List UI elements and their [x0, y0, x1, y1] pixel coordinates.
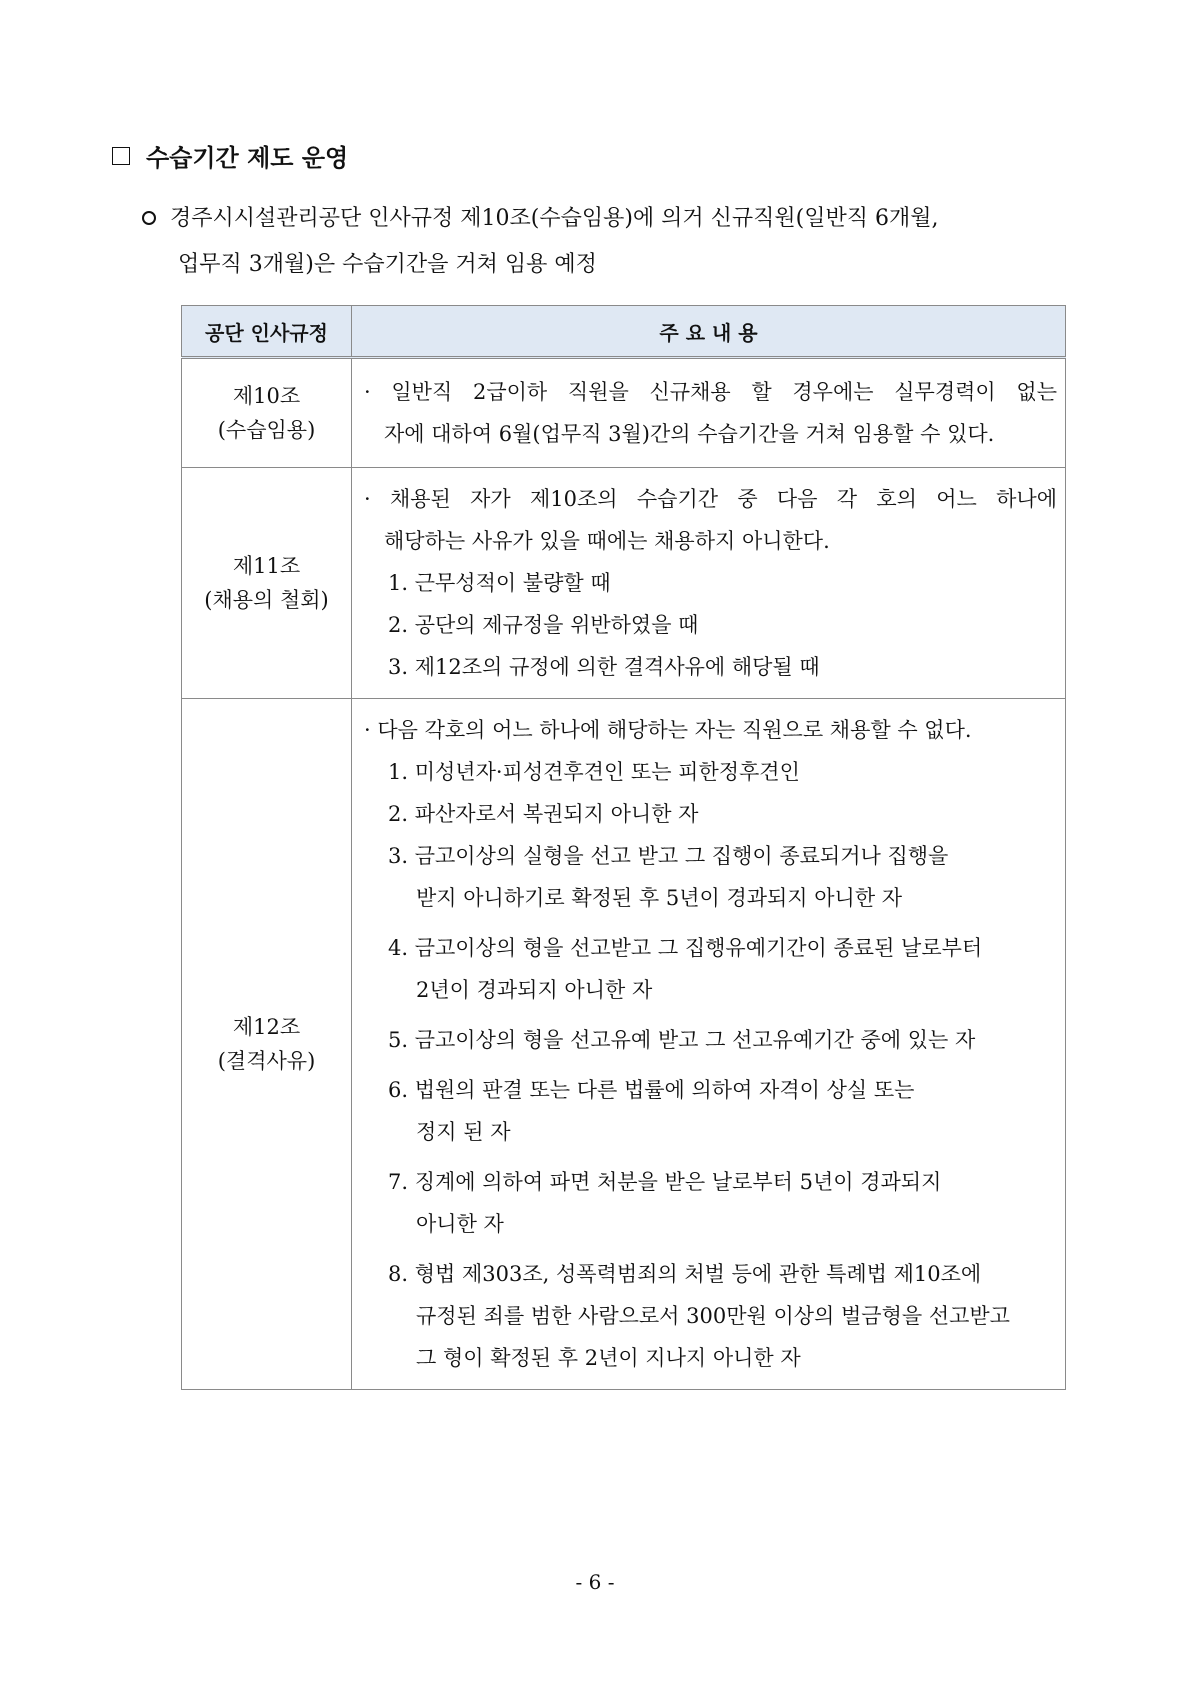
- content-cell: [352, 358, 1066, 468]
- section-heading-text: 수습기간 제도 운영: [146, 144, 349, 172]
- content-line: 자에 대하여 6월(업무직 3월)간의 수습기간을 거쳐 임용할 수 있다.: [384, 422, 995, 446]
- intro-line-2: 업무직 3개월)은 수습기간을 거쳐 임용 예정: [178, 252, 597, 277]
- article-number: 제11조: [232, 554, 301, 578]
- list-item-continuation: 그 형이 확정된 후 2년이 지나지 아니한 자: [416, 1346, 801, 1370]
- list-item-continuation: 2년이 경과되지 아니한 자: [416, 978, 653, 1002]
- content-cell: [352, 699, 1066, 1390]
- list-item: 1. 미성년자·피성견후견인 또는 피한정후견인: [388, 760, 800, 784]
- list-item: 1. 근무성적이 불량할 때: [388, 571, 611, 595]
- article-number: 제12조: [232, 1015, 301, 1039]
- article-cell: [182, 358, 352, 468]
- rules-table: [181, 305, 1066, 1390]
- content-line: · 채용된 자가 제10조의 수습기간 중 다음 각 호의 어느 하나에: [364, 487, 1057, 511]
- table-row: [182, 699, 1066, 1390]
- list-item-continuation: 받지 아니하기로 확정된 후 5년이 경과되지 아니한 자: [416, 886, 903, 910]
- article-title: (채용의 철회): [204, 588, 329, 612]
- intro-bullet: [140, 196, 1100, 288]
- list-item: 3. 금고이상의 실형을 선고 받고 그 집행이 종료되거나 집행을: [388, 844, 949, 868]
- article-cell: [182, 699, 352, 1390]
- header-content: 주 요 내 용: [352, 306, 1066, 358]
- article-title: (결격사유): [217, 1049, 316, 1073]
- checkbox-square-icon: [112, 147, 130, 165]
- article-title: (수습임용): [217, 418, 316, 442]
- table-header-row: [182, 306, 1066, 358]
- content-line: · 다음 각호의 어느 하나에 해당하는 자는 직원으로 채용할 수 없다.: [364, 718, 972, 742]
- table-row: [182, 468, 1066, 699]
- list-item: 6. 법원의 판결 또는 다른 법률에 의하여 자격이 상실 또는: [388, 1078, 915, 1102]
- list-item: 2. 파산자로서 복권되지 아니한 자: [388, 802, 699, 826]
- list-item: 5. 금고이상의 형을 선고유예 받고 그 선고유예기간 중에 있는 자: [388, 1028, 976, 1052]
- list-item-continuation: 아니한 자: [416, 1212, 504, 1236]
- page-number: - 6 -: [575, 1570, 615, 1594]
- article-cell: [182, 468, 352, 699]
- list-item: 3. 제12조의 규정에 의한 결격사유에 해당될 때: [388, 655, 820, 679]
- list-item: 2. 공단의 제규정을 위반하였을 때: [388, 613, 699, 637]
- article-number: 제10조: [232, 384, 301, 408]
- intro-line-1: 경주시시설관리공단 인사규정 제10조(수습임용)에 의거 신규직원(일반직 6개월,: [170, 206, 939, 231]
- list-item: 7. 징계에 의하여 파면 처분을 받은 날로부터 5년이 경과되지: [388, 1170, 942, 1194]
- section-heading: [112, 138, 348, 173]
- content-line: 해당하는 사유가 있을 때에는 채용하지 아니한다.: [384, 529, 830, 553]
- list-item-continuation: 정지 된 자: [416, 1120, 511, 1144]
- list-item: 8. 형법 제303조, 성폭력범죄의 처벌 등에 관한 특례법 제10조에: [388, 1262, 982, 1286]
- table-row: [182, 358, 1066, 468]
- content-line: · 일반직 2급이하 직원을 신규채용 할 경우에는 실무경력이 없는: [364, 380, 1057, 404]
- content-cell: [352, 468, 1066, 699]
- header-regulation: 공단 인사규정: [182, 306, 352, 358]
- circle-bullet-icon: [142, 211, 156, 225]
- list-item-continuation: 규정된 죄를 범한 사람으로서 300만원 이상의 벌금형을 선고받고: [416, 1304, 1010, 1328]
- list-item: 4. 금고이상의 형을 선고받고 그 집행유예기간이 종료된 날로부터: [388, 936, 983, 960]
